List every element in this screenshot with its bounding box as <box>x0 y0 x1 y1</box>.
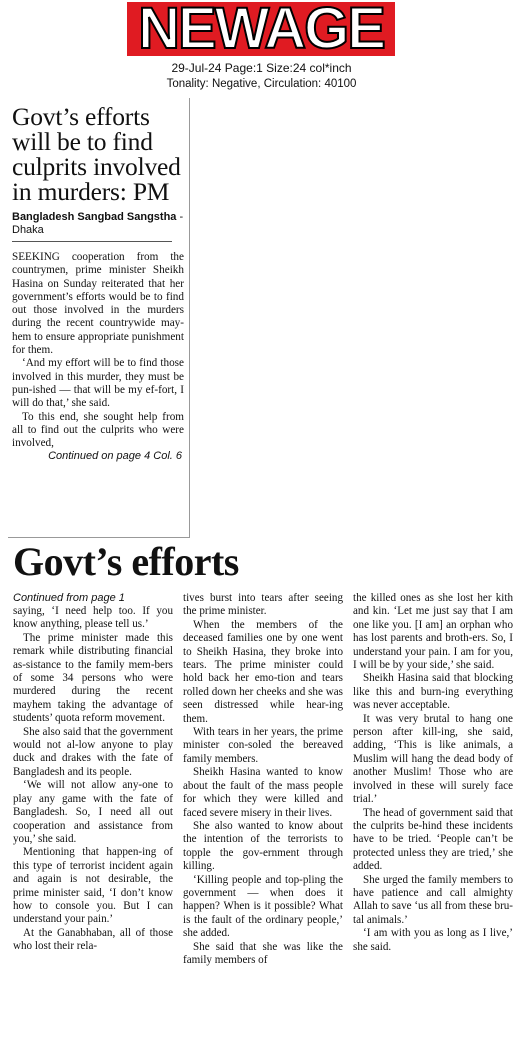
column-2 <box>183 592 343 967</box>
continued-on-note: Continued on page 4 Col. 6 <box>48 450 182 463</box>
column-body <box>13 605 173 954</box>
byline-divider <box>12 241 172 242</box>
column-paragraph: tives burst into tears after seeing the prime minister. <box>183 592 343 618</box>
column-paragraph: the killed ones as she lost her kith and kin. ‘Let me just say that I am one like you. [I am] an orphan who has lost parents and broth-ers. So, I understand your pain. I am for you, I will be by your side,’ she said. <box>353 592 513 672</box>
masthead <box>0 0 523 96</box>
column-paragraph: It was very brutal to hang one person after kill-ing, she said, adding, ‘This is like animals, a Muslim will hang the dead body of another Muslim! Those who are involved in these will surely face trial.’ <box>353 712 513 806</box>
column-paragraph: ‘We will not allow any-one to play any game with the fate of Bangladesh. So, I need all out cooperation and assistance from you,’ she said. <box>13 779 173 845</box>
column-body <box>183 592 343 967</box>
continued-from-note: Continued from page 1 <box>13 592 125 604</box>
clipping-meta-date-page-size: 29-Jul-24 Page:1 Size:24 col*inch <box>171 61 352 75</box>
column-paragraph: At the Ganabhaban, all of those who lost their rela- <box>13 926 173 953</box>
byline-city: - Dhaka <box>12 211 184 236</box>
column-body <box>353 592 513 954</box>
column-paragraph: ‘I am with you as long as I live,’ she said. <box>353 927 513 953</box>
column-paragraph: She said that she was like the family members of <box>183 940 343 966</box>
column-paragraph: When the members of the deceased families one by one went to Sheikh Hasina, they broke into tears. The prime minister could hold back her emo-tion and tears rolled down her cheeks and she was seen distressed while hear-ing them. <box>183 618 343 725</box>
column-paragraph: She also said that the government would not al-low anyone to play duck and drakes with the fate of Bangladesh and its people. <box>13 725 173 778</box>
clipping-meta-tonality-circulation: Tonality: Negative, Circulation: 40100 <box>166 78 357 90</box>
article-byline <box>12 211 184 237</box>
article-frame-right <box>189 98 190 538</box>
article-headline: Govt’s efforts will be to find culprits involved in murders: PM <box>12 102 181 206</box>
logo-text: NEWAGE <box>138 2 384 56</box>
article-paragraph: To this end, she sought help from all to find out the culprits who were involved, <box>12 410 184 450</box>
column-1 <box>13 592 173 954</box>
column-paragraph: Sheikh Hasina wanted to know about the fault of the mass people for which they were killed and faced severe misery in their lives. <box>183 766 343 819</box>
column-paragraph: She urged the family members to have patience and call almighty Allah to save ‘us all from these bru-tal animals.’ <box>353 873 513 926</box>
continuation-headline: Govt’s efforts <box>13 539 239 584</box>
column-paragraph: The head of government said that the culprits be-hind these incidents have to be tried. ‘People can’t be protected unless they are tried,’ she added. <box>353 806 513 873</box>
column-paragraph: saying, ‘I need help too. If you know anything, please tell us.’ <box>13 605 173 631</box>
front-page-article <box>12 104 184 534</box>
article-paragraph: ‘And my effort will be to find those involved in this murder, they must be pun-ished — that will be my ef-fort, I will do that,’ she said. <box>12 357 184 410</box>
continuation-columns <box>13 592 513 1032</box>
column-paragraph: The prime minister made this remark while distributing financial as-sistance to the family mem-bers of some 34 persons who were murdered during the recent mayhem taking the advantage of students’ quota reform movement. <box>13 631 173 725</box>
article-body <box>12 251 184 450</box>
newspaper-logo <box>127 2 395 56</box>
column-paragraph: Sheikh Hasina said that blocking like this and burn-ing everything was never acceptable. <box>353 672 513 712</box>
article-paragraph: SEEKING cooperation from the countrymen, prime minister Sheikh Hasina on Sunday reiterated that her government’s efforts would be to find out those involved in the murders during the recent countrywide may-hem to ensure appropriate punishment for them. <box>12 251 184 357</box>
byline-agency: Bangladesh Sangbad Sangstha <box>12 211 177 223</box>
column-3 <box>353 592 513 954</box>
column-paragraph: With tears in her years, the prime minister con-soled the bereaved family members. <box>183 726 343 765</box>
column-paragraph: Mentioning that happen-ing of this type of terrorist incident again and again is not desirable, the prime minister said, ‘I don’t know how to console you. But I can understand your pain.’ <box>13 846 173 926</box>
column-paragraph: ‘Killing people and top-pling the government — when does it happen? When is it possible? What is the fault of the ordinary people,’ she added. <box>183 873 343 940</box>
column-paragraph: She also wanted to know about the intention of the terrorists to topple the gov-ernment through killing. <box>183 819 343 873</box>
